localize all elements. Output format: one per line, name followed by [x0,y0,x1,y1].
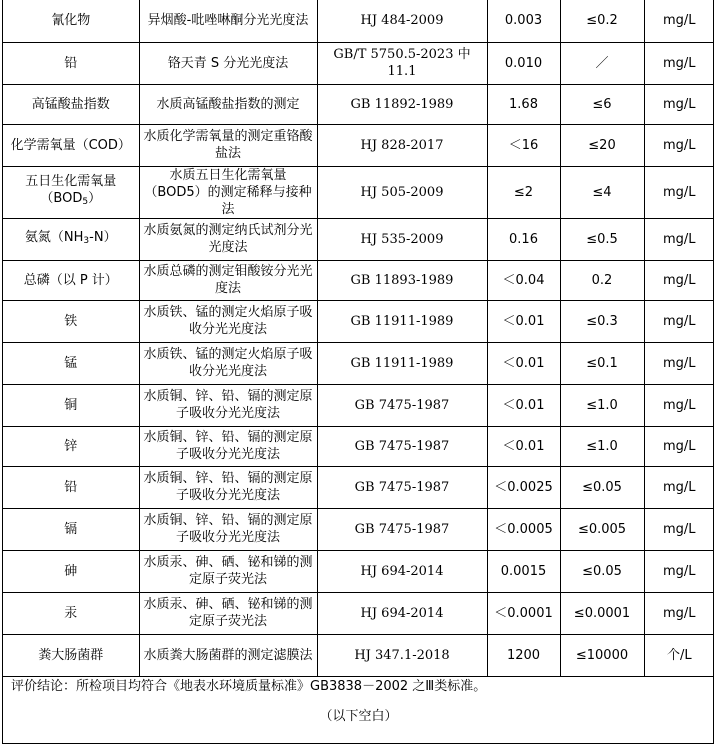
result-cell: 0.010 [487,42,560,84]
unit-cell: mg/L [644,466,714,508]
standard-cell: HJ 484-2009 [317,0,487,42]
unit-cell: mg/L [644,0,714,42]
method-cell: 水质汞、砷、硒、铋和锑的测定原子荧光法 [139,592,317,634]
standard-cell: GB 11892-1989 [317,84,487,124]
unit-cell: mg/L [644,384,714,426]
table-row [3,384,714,426]
table-row [3,426,714,466]
table-row [3,0,714,42]
test-results-table [3,0,714,677]
result-cell: ＜0.01 [487,300,560,342]
item-cell: 砷 [3,550,139,592]
result-cell: ＜16 [487,124,560,166]
method-cell: 水质氨氮的测定纳氏试剂分光光度法 [139,218,317,260]
limit-cell: ≤4 [560,166,644,218]
table-row [3,508,714,550]
item-cell: 总磷（以 P 计） [3,260,139,300]
item-cell: 汞 [3,592,139,634]
method-cell: 水质高锰酸盐指数的测定 [139,84,317,124]
method-cell: 水质铜、锌、铅、镉的测定原子吸收分光光度法 [139,508,317,550]
limit-cell: ≤0.2 [560,0,644,42]
limit-cell: ≤0.0001 [560,592,644,634]
method-cell: 水质粪大肠菌群的测定滤膜法 [139,634,317,676]
report-table-frame [2,0,714,744]
unit-cell: mg/L [644,260,714,300]
standard-cell: HJ 694-2014 [317,592,487,634]
unit-cell: mg/L [644,550,714,592]
item-cell: 铅 [3,466,139,508]
limit-cell: ≤0.5 [560,218,644,260]
item-cell: 高锰酸盐指数 [3,84,139,124]
table-row [3,166,714,218]
result-cell: ＜0.01 [487,342,560,384]
unit-cell: mg/L [644,426,714,466]
method-cell: 水质铁、锰的测定火焰原子吸收分光光度法 [139,300,317,342]
item-cell: 氰化物 [3,0,139,42]
standard-cell: GB 7475-1987 [317,384,487,426]
unit-cell: mg/L [644,300,714,342]
result-cell: ＜0.01 [487,384,560,426]
unit-cell: mg/L [644,84,714,124]
standard-cell: GB 7475-1987 [317,426,487,466]
standard-cell: HJ 694-2014 [317,550,487,592]
table-row [3,466,714,508]
item-cell: 铁 [3,300,139,342]
item-cell: 氨氮$(NH_3-N)$ [3,218,139,260]
result-cell: 1.68 [487,84,560,124]
unit-cell: 个/L [644,634,714,676]
result-cell: ＜0.0001 [487,592,560,634]
method-cell: 水质铁、锰的测定火焰原子吸收分光光度法 [139,342,317,384]
method-cell: 水质铜、锌、铅、镉的测定原子吸收分光光度法 [139,466,317,508]
method-cell: 水质五日生化需氧量（BOD5）的测定稀释与接种法 [139,166,317,218]
unit-cell: mg/L [644,166,714,218]
standard-cell: HJ 535-2009 [317,218,487,260]
result-cell: 0.0015 [487,550,560,592]
result-cell: ＜0.0005 [487,508,560,550]
standard-cell: GB 11911-1989 [317,300,487,342]
limit-cell: ≤6 [560,84,644,124]
result-cell: ＜0.04 [487,260,560,300]
table-row [3,260,714,300]
limit-cell: ≤0.05 [560,466,644,508]
method-cell: 水质总磷的测定钼酸铵分光光度法 [139,260,317,300]
standard-cell: GB 7475-1987 [317,508,487,550]
result-cell: ＜0.0025 [487,466,560,508]
limit-cell: ≤0.3 [560,300,644,342]
table-row [3,550,714,592]
unit-cell: mg/L [644,42,714,84]
unit-cell: mg/L [644,592,714,634]
table-row [3,634,714,676]
standard-cell: HJ 347.1-2018 [317,634,487,676]
method-cell: 水质汞、砷、硒、铋和锑的测定原子荧光法 [139,550,317,592]
item-cell: 粪大肠菌群 [3,634,139,676]
standard-cell: GB 11893-1989 [317,260,487,300]
method-cell: 水质化学需氧量的测定重铬酸盐法 [139,124,317,166]
standard-cell: HJ 505-2009 [317,166,487,218]
item-cell: 锰 [3,342,139,384]
limit-cell: ≤10000 [560,634,644,676]
unit-cell: mg/L [644,508,714,550]
item-cell: 镉 [3,508,139,550]
limit-cell: ≤20 [560,124,644,166]
method-cell: 铬天青 S 分光光度法 [139,42,317,84]
item-cell: 五日生化需氧量$(BOD_5)$ [3,166,139,218]
unit-cell: mg/L [644,124,714,166]
blank-below-note: （以下空白） [319,709,398,724]
unit-cell: mg/L [644,342,714,384]
method-cell: 异烟酸-吡唑啉酮分光光度法 [139,0,317,42]
limit-cell: ≤1.0 [560,384,644,426]
table-row [3,592,714,634]
evaluation-conclusion: 评价结论：所检项目均符合《地表水环境质量标准》GB3838－2002 之Ⅲ类标准。 [11,679,487,694]
method-cell: 水质铜、锌、铅、镉的测定原子吸收分光光度法 [139,384,317,426]
limit-cell: 0.2 [560,260,644,300]
item-cell: 化学需氧量（COD） [3,124,139,166]
standard-cell: GB 7475-1987 [317,466,487,508]
standard-cell: HJ 828-2017 [317,124,487,166]
limit-cell: ≤0.05 [560,550,644,592]
table-row [3,218,714,260]
result-cell: 0.003 [487,0,560,42]
unit-cell: mg/L [644,218,714,260]
table-row [3,84,714,124]
standard-cell: GB/T 5750.5-2023 中 11.1 [317,42,487,84]
limit-cell: ／ [560,42,644,84]
table-row [3,342,714,384]
table-row [3,124,714,166]
result-cell: 0.16 [487,218,560,260]
table-body [3,0,714,676]
table-row [3,42,714,84]
limit-cell: ≤1.0 [560,426,644,466]
standard-cell: GB 11911-1989 [317,342,487,384]
result-cell: ≤2 [487,166,560,218]
table-row [3,300,714,342]
limit-cell: ≤0.1 [560,342,644,384]
item-cell: 锌 [3,426,139,466]
item-cell: 铜 [3,384,139,426]
item-cell: 铅 [3,42,139,84]
limit-cell: ≤0.005 [560,508,644,550]
result-cell: ＜0.01 [487,426,560,466]
method-cell: 水质铜、锌、铅、镉的测定原子吸收分光光度法 [139,426,317,466]
result-cell: 1200 [487,634,560,676]
